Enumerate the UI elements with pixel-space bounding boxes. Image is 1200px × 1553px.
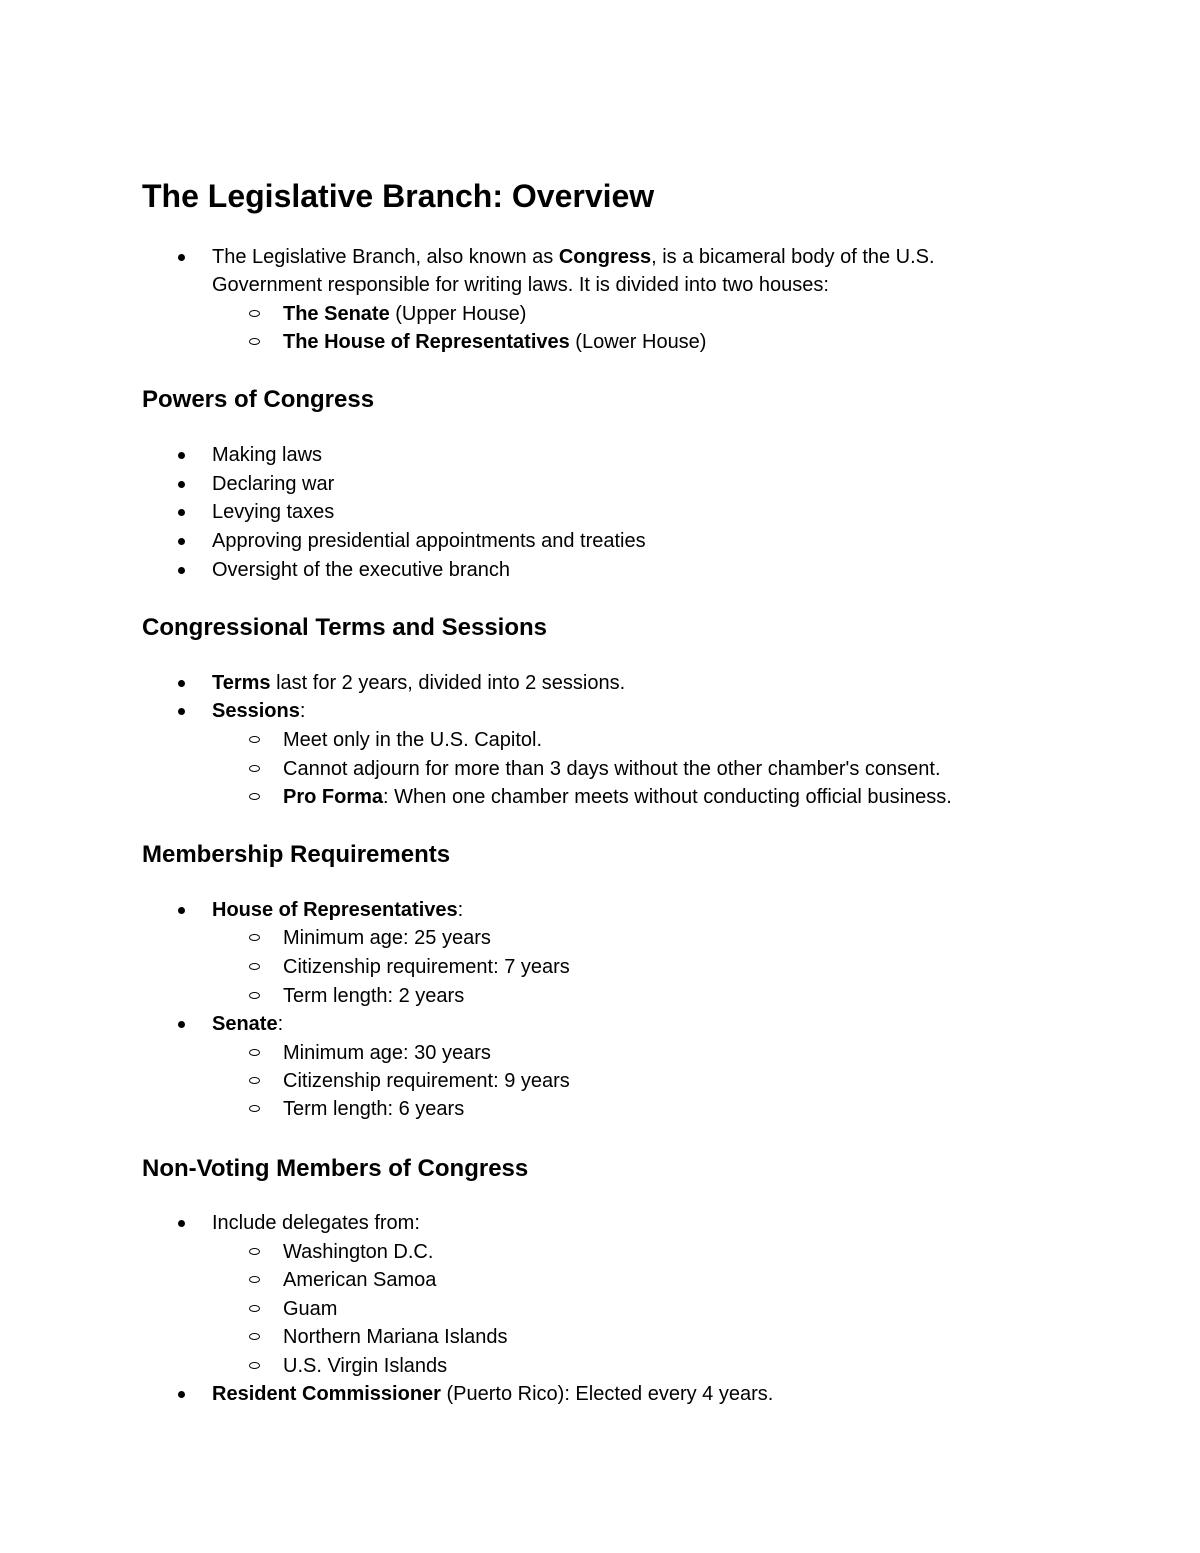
hollow-bullet-icon: [249, 1305, 260, 1312]
hollow-bullet-icon: [249, 1276, 260, 1283]
house-label: House of Representatives: [212, 899, 458, 921]
bullet-icon: [178, 1220, 185, 1227]
terms-heading: Congressional Terms and Sessions: [142, 614, 548, 641]
hollow-bullet-icon: [249, 1105, 260, 1112]
list-item: Levying taxes: [212, 501, 335, 523]
pro-forma-label: Pro Forma: [283, 786, 384, 808]
list-item: Citizenship requirement: 9 years: [283, 1070, 570, 1092]
overview-text: , is a bicameral body of the U.S.: [651, 246, 935, 268]
bullet-icon: [178, 680, 185, 687]
list-item: Meet only in the U.S. Capitol.: [283, 729, 543, 751]
resident-commissioner-label: Resident Commissioner: [212, 1383, 441, 1405]
page-title: The Legislative Branch: Overview: [142, 178, 655, 214]
bullet-icon: [178, 1391, 185, 1398]
terms-item: [212, 669, 625, 697]
bullet-icon: [178, 708, 185, 715]
list-item: Northern Mariana Islands: [283, 1326, 508, 1348]
hollow-bullet-icon: [249, 793, 260, 800]
sessions-colon: :: [299, 700, 306, 722]
list-item: Minimum age: 30 years: [283, 1042, 491, 1064]
pro-forma-item: [283, 783, 952, 811]
representatives-house-item: [283, 328, 706, 356]
resident-commissioner-desc: (Puerto Rico): Elected every 4 years.: [440, 1383, 774, 1405]
hollow-bullet-icon: [249, 1049, 260, 1056]
hollow-bullet-icon: [249, 1077, 260, 1084]
senate-house-item: [283, 300, 526, 328]
list-item: Term length: 6 years: [283, 1098, 465, 1120]
list-item: U.S. Virgin Islands: [283, 1355, 448, 1377]
senate-req-label: Senate: [212, 1013, 278, 1035]
sessions-label: Sessions: [212, 700, 300, 722]
representatives-desc: (Lower House): [569, 331, 707, 353]
list-item: Declaring war: [212, 473, 335, 495]
congress-term: Congress: [558, 246, 652, 268]
overview-paragraph-line-1: [212, 243, 935, 271]
terms-label: Terms: [212, 672, 271, 694]
house-requirements-item: [212, 896, 463, 924]
resident-commissioner-item: [212, 1380, 773, 1408]
list-item: Citizenship requirement: 7 years: [283, 956, 570, 978]
pro-forma-desc: : When one chamber meets without conducting official business.: [383, 786, 952, 808]
hollow-bullet-icon: [249, 934, 260, 941]
bullet-icon: [178, 452, 185, 459]
bullet-icon: [178, 567, 185, 574]
powers-heading: Powers of Congress: [142, 386, 375, 413]
representatives-label: The House of Representatives: [283, 331, 570, 353]
hollow-bullet-icon: [249, 338, 260, 345]
list-item: Making laws: [212, 444, 323, 466]
hollow-bullet-icon: [249, 1333, 260, 1340]
list-item: Term length: 2 years: [283, 985, 465, 1007]
bullet-icon: [178, 481, 185, 488]
bullet-icon: [178, 1021, 185, 1028]
overview-text: The Legislative Branch, also known as: [212, 246, 559, 268]
list-item: Washington D.C.: [283, 1241, 434, 1263]
membership-heading: Membership Requirements: [142, 841, 451, 868]
house-colon: :: [457, 899, 464, 921]
list-item: Oversight of the executive branch: [212, 559, 510, 581]
overview-paragraph-line-2: Government responsible for writing laws. It is divided into two houses:: [212, 274, 829, 296]
list-item: Minimum age: 25 years: [283, 927, 491, 949]
hollow-bullet-icon: [249, 1248, 260, 1255]
hollow-bullet-icon: [249, 963, 260, 970]
hollow-bullet-icon: [249, 310, 260, 317]
hollow-bullet-icon: [249, 765, 260, 772]
nonvoting-heading: Non-Voting Members of Congress: [142, 1155, 529, 1182]
senate-label: The Senate: [283, 303, 390, 325]
terms-desc: last for 2 years, divided into 2 sessions.: [270, 672, 626, 694]
list-item: Approving presidential appointments and treaties: [212, 530, 646, 552]
hollow-bullet-icon: [249, 1362, 260, 1369]
bullet-icon: [178, 907, 185, 914]
hollow-bullet-icon: [249, 736, 260, 743]
bullet-icon: [178, 509, 185, 516]
list-item: American Samoa: [283, 1269, 437, 1291]
hollow-bullet-icon: [249, 992, 260, 999]
sessions-item: [212, 697, 305, 725]
bullet-icon: [178, 254, 185, 261]
bullet-icon: [178, 538, 185, 545]
senate-requirements-item: [212, 1010, 283, 1038]
list-item: Guam: [283, 1298, 338, 1320]
list-item: Cannot adjourn for more than 3 days without the other chamber's consent.: [283, 758, 941, 780]
senate-colon: :: [277, 1013, 284, 1035]
list-item: Include delegates from:: [212, 1212, 420, 1234]
senate-desc: (Upper House): [389, 303, 527, 325]
